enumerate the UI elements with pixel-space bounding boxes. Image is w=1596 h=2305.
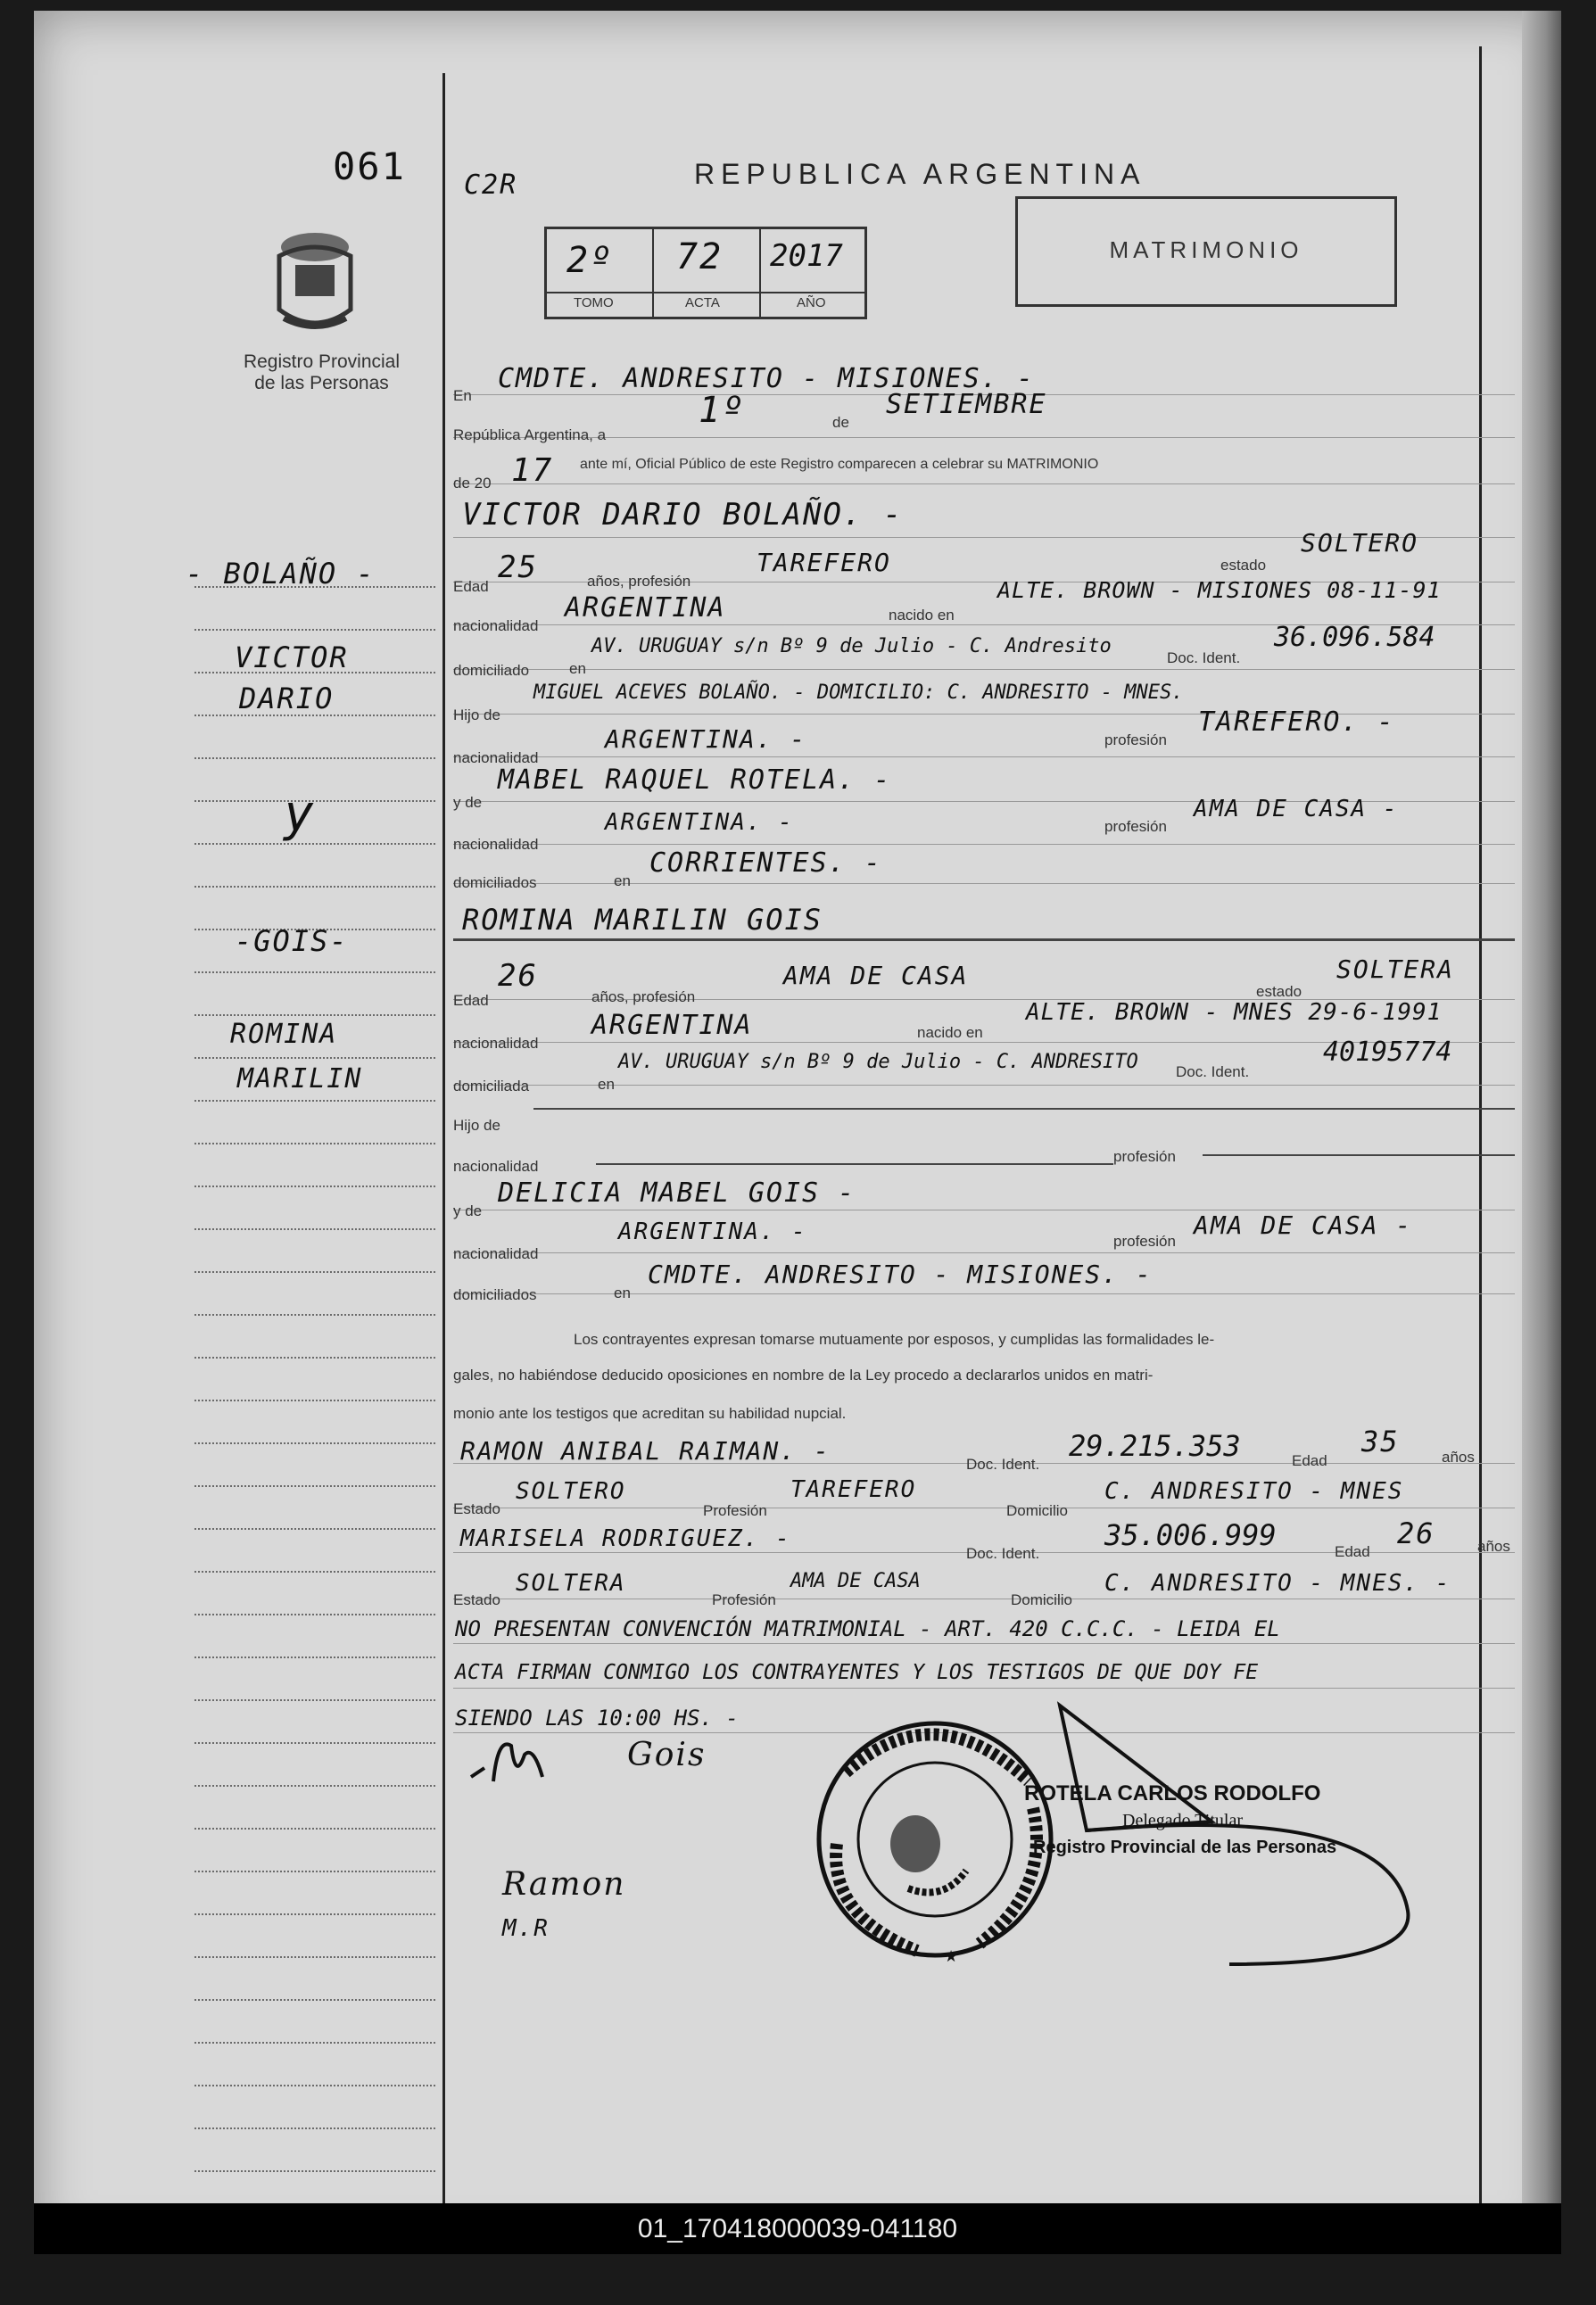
- label-nacionalidad-b: nacionalidad: [453, 1035, 539, 1052]
- label-nacido-en-b: nacido en: [917, 1024, 983, 1041]
- margin-rule: [194, 1400, 435, 1401]
- bride-birthplace: ALTE. BROWN - MNES 29-6-1991: [1026, 999, 1443, 1026]
- groom-nationality: ARGENTINA: [565, 592, 726, 624]
- margin-rule: [194, 2170, 435, 2172]
- signature-bride: Gois: [627, 1737, 707, 1773]
- book-spine: [1522, 11, 1561, 2254]
- officer-name: ROTELA CARLOS RODOLFO: [1024, 1781, 1321, 1805]
- signature-witness2: M.R: [502, 1915, 550, 1942]
- year-value: 17: [511, 452, 554, 489]
- label-anos-profesion-b: años, profesión: [591, 988, 696, 1005]
- margin-rule: [194, 1186, 435, 1187]
- body-rule: [453, 883, 1515, 884]
- body-rule: [453, 1252, 1515, 1253]
- closing-line2: ACTA FIRMAN CONMIGO LOS CONTRAYENTES Y LOS TESTIGOS DE QUE DOY FE: [455, 1661, 1259, 1684]
- right-border: [1479, 46, 1482, 2254]
- witness1-estado: SOLTERO: [516, 1478, 626, 1505]
- bride-address: AV. URUGUAY s/n Bº 9 de Julio - C. ANDRESITO: [618, 1051, 1138, 1073]
- margin-bride-surname: -GOIS-: [235, 924, 349, 958]
- label-y-de: y de: [453, 794, 483, 811]
- label-year-prefix: de 20: [453, 475, 492, 492]
- nacionalidad-blank-line: [596, 1163, 1113, 1165]
- body-rule: [453, 1643, 1515, 1644]
- margin-rule: [194, 1057, 435, 1059]
- label-profesion-b: profesión: [1113, 1148, 1176, 1165]
- closing-line1: NO PRESENTAN CONVENCIÓN MATRIMONIAL - ART. 420 C.C.C. - LEIDA EL: [455, 1616, 1280, 1641]
- margin-rule: [194, 2042, 435, 2044]
- body-rule: [453, 844, 1515, 845]
- witness2-doc: 35.006.999: [1104, 1518, 1277, 1552]
- label-w2-doc: Doc. Ident.: [966, 1545, 1040, 1562]
- bride-parents-address: CMDTE. ANDRESITO - MISIONES. -: [648, 1260, 1153, 1289]
- label-w1-doc: Doc. Ident.: [966, 1456, 1040, 1473]
- month-value: SETIEMBRE: [886, 389, 1047, 420]
- groom-profession: TAREFERO: [757, 548, 891, 577]
- label-w2-profesion: Profesión: [712, 1591, 776, 1608]
- label-edad-b: Edad: [453, 992, 489, 1009]
- margin-rule: [194, 1571, 435, 1573]
- bride-full-name: ROMINA MARILIN GOIS: [462, 903, 823, 937]
- anio-label: AÑO: [797, 295, 826, 310]
- signature-officer: [1051, 1697, 1443, 1982]
- margin-rule: [194, 1014, 435, 1016]
- groom-mother-nationality: ARGENTINA. -: [605, 809, 794, 836]
- label-doc-ident: Doc. Ident.: [1167, 649, 1241, 666]
- margin-rule: [194, 1143, 435, 1144]
- label-edad: Edad: [453, 578, 489, 595]
- section-separator: [453, 938, 1515, 941]
- label-en: En: [453, 387, 472, 404]
- margin-rule: [194, 1656, 435, 1658]
- closing-line3: SIENDO LAS 10:00 HS. -: [455, 1706, 739, 1731]
- label-domiciliada: domiciliada: [453, 1078, 530, 1095]
- acta-value: 72: [676, 236, 724, 277]
- act-type-box: [1015, 196, 1397, 307]
- label-estado: estado: [1220, 557, 1267, 574]
- body-rule: [453, 1293, 1515, 1294]
- margin-rule: [194, 1699, 435, 1701]
- groom-parents-address: CORRIENTES. -: [649, 847, 882, 879]
- witness2-age: 26: [1397, 1516, 1435, 1550]
- witness1-name: RAMON ANIBAL RAIMAN. -: [460, 1436, 831, 1466]
- label-w2-domicilio: Domicilio: [1011, 1591, 1072, 1608]
- hijo-de-blank-line: [533, 1108, 1515, 1110]
- folio-number: 061: [333, 145, 406, 188]
- scan-filename: 01_170418000039-041180: [34, 2203, 1561, 2254]
- witness2-profession: AMA DE CASA: [790, 1570, 921, 1592]
- bride-mother-profession: AMA DE CASA -: [1194, 1210, 1413, 1240]
- bride-mother-nationality: ARGENTINA. -: [618, 1219, 807, 1245]
- margin-rule: [194, 1314, 435, 1316]
- label-en-3: en: [614, 872, 631, 889]
- label-doc-ident-b: Doc. Ident.: [1176, 1063, 1250, 1080]
- label-w2-edad: Edad: [1335, 1543, 1370, 1560]
- label-nacido-en: nacido en: [889, 607, 955, 624]
- label-profesion-2: profesión: [1104, 818, 1167, 835]
- tomo-value: 2º: [566, 240, 614, 281]
- label-hijo-de: Hijo de: [453, 706, 500, 723]
- witness2-domicilio: C. ANDRESITO - MNES. -: [1104, 1570, 1451, 1597]
- svg-text:★: ★: [944, 1947, 959, 1966]
- bride-age: 26: [498, 958, 538, 994]
- signature-witness1: Ramon: [502, 1866, 626, 1903]
- anio-value: 2017: [770, 238, 843, 274]
- day-value: 1º: [699, 390, 746, 431]
- margin-groom-surname: - BOLAÑO -: [186, 557, 376, 591]
- label-w1-anos: años: [1442, 1449, 1475, 1466]
- label-y-de-b: y de: [453, 1202, 483, 1219]
- margin-rule: [194, 1956, 435, 1958]
- margin-rule: [194, 1100, 435, 1102]
- bride-doc: 40195774: [1323, 1037, 1452, 1068]
- declaration-line1: Los contrayentes expresan tomarse mutuamente por esposos, y cumplidas las formalidades le-: [574, 1331, 1215, 1348]
- margin-rule: [194, 1442, 435, 1444]
- signature-groom: [462, 1728, 596, 1799]
- margin-rule: [194, 629, 435, 631]
- label-nacionalidad-b3: nacionalidad: [453, 1245, 539, 1262]
- register-page: [34, 11, 1561, 2254]
- groom-doc: 36.096.584: [1274, 622, 1435, 653]
- margin-rule: [194, 1485, 435, 1487]
- margin-conjunction: y: [284, 785, 316, 843]
- act-type: MATRIMONIO: [1109, 236, 1303, 263]
- country-title: REPUBLICA ARGENTINA: [694, 158, 1146, 190]
- label-w2-estado: Estado: [453, 1591, 500, 1608]
- groom-address: AV. URUGUAY s/n Bº 9 de Julio - C. Andresito: [591, 635, 1112, 657]
- place-value: CMDTE. ANDRESITO - MISIONES. -: [498, 363, 1035, 394]
- margin-rule: [194, 1357, 435, 1359]
- margin-groom-name2: DARIO: [239, 682, 335, 715]
- officer-registry: Registro Provincial de las Personas: [1033, 1838, 1337, 1857]
- label-estado-b: estado: [1256, 983, 1302, 1000]
- corner-code: C2R: [464, 169, 518, 201]
- label-w2-anos: años: [1477, 1538, 1510, 1555]
- groom-father-nationality: ARGENTINA. -: [605, 724, 807, 754]
- witness1-age: 35: [1361, 1425, 1400, 1458]
- margin-rule: [194, 1614, 435, 1615]
- official-seal-icon: [810, 1710, 1060, 1969]
- margin-rule: [194, 1871, 435, 1872]
- margin-bride-name1: ROMINA: [230, 1019, 338, 1050]
- groom-mother: MABEL RAQUEL ROTELA. -: [498, 764, 892, 796]
- margin-rule: [194, 843, 435, 845]
- margin-rule: [194, 757, 435, 759]
- witness2-estado: SOLTERA: [516, 1570, 626, 1597]
- groom-father-profession: TAREFERO. -: [1198, 706, 1395, 738]
- margin-rule: [194, 1742, 435, 1744]
- margin-rule: [194, 2127, 435, 2129]
- margin-rule: [194, 1785, 435, 1787]
- groom-father: MIGUEL ACEVES BOLAÑO. - DOMICILIO: C. ANDRESITO - MNES.: [533, 682, 1184, 704]
- bride-profession: AMA DE CASA: [783, 961, 969, 990]
- label-domiciliados: domiciliados: [453, 874, 537, 891]
- margin-rule: [194, 1913, 435, 1915]
- declaration-line2: gales, no habiéndose deducido oposiciones en nombre de la Ley procedo a declararlos unidos en matri-: [453, 1367, 1154, 1384]
- tomo-acta-grid: [544, 227, 867, 319]
- margin-rule: [194, 886, 435, 888]
- groom-age: 25: [498, 549, 538, 585]
- label-nacionalidad-3: nacionalidad: [453, 836, 539, 853]
- groom-birthplace: ALTE. BROWN - MISIONES 08-11-91: [997, 577, 1442, 603]
- label-republica: República Argentina, a: [453, 426, 607, 443]
- officer-title: Delegado Titular: [1122, 1811, 1243, 1830]
- label-en-b: en: [598, 1076, 615, 1093]
- witness1-doc: 29.215.353: [1069, 1429, 1241, 1463]
- margin-rule: [194, 1271, 435, 1273]
- label-profesion-b2: profesión: [1113, 1233, 1176, 1250]
- coat-of-arms-icon: [261, 220, 368, 341]
- label-nacionalidad: nacionalidad: [453, 617, 539, 634]
- margin-divider: [442, 73, 445, 2254]
- margin-rule: [194, 1528, 435, 1530]
- acta-label: ACTA: [685, 295, 720, 310]
- declaration-line3: monio ante los testigos que acreditan su habilidad nupcial.: [453, 1405, 847, 1422]
- witness1-profession: TAREFERO: [790, 1476, 917, 1503]
- label-w1-estado: Estado: [453, 1500, 500, 1517]
- bride-mother: DELICIA MABEL GOIS -: [498, 1177, 856, 1209]
- groom-full-name: VICTOR DARIO BOLAÑO. -: [462, 497, 904, 533]
- label-de: de: [832, 414, 849, 431]
- body-rule: [453, 1688, 1515, 1689]
- body-rule: [453, 437, 1515, 438]
- label-en-2: en: [569, 660, 586, 677]
- intro-text: ante mí, Oficial Público de este Registro comparecen a celebrar su MATRIMONIO: [580, 457, 1099, 472]
- body-rule: [453, 756, 1515, 757]
- body-rule: [453, 669, 1515, 670]
- label-nacionalidad-b2: nacionalidad: [453, 1158, 539, 1175]
- label-en-b2: en: [614, 1285, 631, 1301]
- margin-rule: [194, 1828, 435, 1830]
- witness1-domicilio: C. ANDRESITO - MNES: [1104, 1478, 1404, 1505]
- margin-rule: [194, 1999, 435, 2001]
- label-anos-profesion: años, profesión: [587, 573, 691, 590]
- profesion-blank-line: [1203, 1154, 1515, 1156]
- margin-rule: [194, 2085, 435, 2086]
- label-w1-profesion: Profesión: [703, 1502, 767, 1519]
- label-nacionalidad-2: nacionalidad: [453, 749, 539, 766]
- label-domiciliado: domiciliado: [453, 662, 530, 679]
- registry-name: Registro Provincial de las Personas: [243, 351, 401, 393]
- bride-nationality: ARGENTINA: [591, 1010, 753, 1041]
- margin-rule: [194, 971, 435, 973]
- groom-mother-profession: AMA DE CASA -: [1194, 796, 1399, 822]
- margin-groom-name1: VICTOR: [235, 640, 349, 674]
- label-w1-edad: Edad: [1292, 1452, 1327, 1469]
- witness2-name: MARISELA RODRIGUEZ. -: [460, 1525, 791, 1552]
- label-profesion: profesión: [1104, 731, 1167, 748]
- label-w1-domicilio: Domicilio: [1006, 1502, 1068, 1519]
- body-rule: [453, 483, 1515, 484]
- bride-estado: SOLTERA: [1336, 954, 1455, 984]
- label-hijo-de-b: Hijo de: [453, 1117, 500, 1134]
- margin-bride-name2: MARILIN: [237, 1063, 363, 1095]
- margin-rule: [194, 1228, 435, 1230]
- groom-estado: SOLTERO: [1301, 528, 1419, 558]
- tomo-label: TOMO: [574, 295, 614, 310]
- label-domiciliados-b: domiciliados: [453, 1286, 537, 1303]
